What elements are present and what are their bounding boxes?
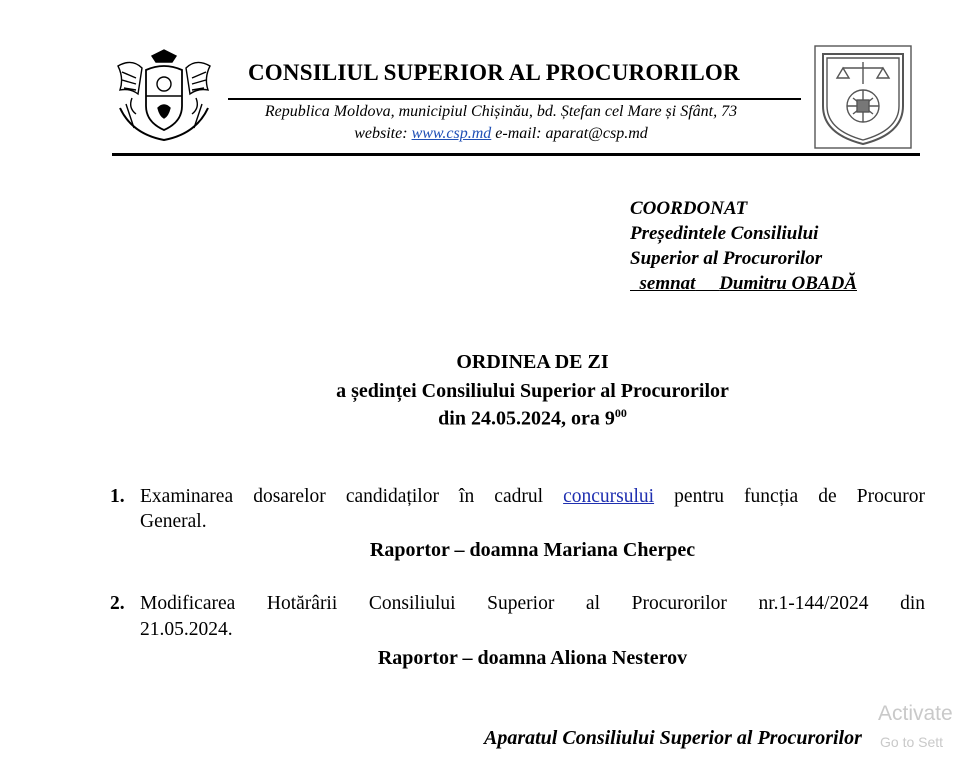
agenda-item-2-text: Modificarea Hotărârii Consiliului Superior al Procurorilor nr.1-144/2024 din	[140, 593, 925, 614]
item-text-tail: pentru funcția de Procuror	[654, 486, 925, 507]
approval-title-line1: Președintele Consiliului	[630, 223, 819, 244]
website-label: website:	[354, 125, 408, 142]
approval-signature-line	[630, 273, 857, 295]
organization-title: CONSILIUL SUPERIOR AL PROCURORILOR	[248, 60, 740, 85]
agenda-title: ORDINEA DE ZI	[456, 351, 609, 373]
activation-watermark: Activate	[878, 702, 953, 725]
agenda-item-2-rapporteur: Raportor – doamna Aliona Nesterov	[377, 647, 688, 669]
agenda-subtitle: a ședinței Consiliului Superior al Procurorilor	[336, 380, 729, 402]
agenda-item-1-continuation: General.	[140, 511, 207, 532]
contact-line	[230, 125, 772, 143]
agenda-time-superscript: 00	[614, 406, 627, 420]
header-divider	[112, 153, 920, 156]
contest-link[interactable]: concursului	[563, 486, 655, 507]
email-address: aparat@csp.md	[545, 125, 648, 142]
organization-address: Republica Moldova, municipiul Chișinău, bd. Ștefan cel Mare și Sfânt, 73	[264, 103, 738, 120]
item-number: 1.	[110, 486, 125, 507]
moldova-coat-of-arms-icon	[112, 48, 216, 144]
agenda-date	[140, 406, 925, 431]
title-divider	[228, 98, 801, 100]
signed-label: semnat	[639, 273, 696, 294]
agenda-item-1-text	[140, 486, 925, 508]
csp-emblem-icon	[813, 44, 913, 150]
approval-title-line2: Superior al Procurorilor	[630, 248, 823, 269]
agenda-date-text: din 24.05.2024, ora 9	[438, 407, 615, 430]
approval-label: COORDONAT	[630, 198, 748, 219]
item-number: 2.	[110, 593, 125, 614]
footer-signature: Aparatul Consiliului Superior al Procurorilor	[484, 727, 862, 749]
email-label: e-mail:	[495, 125, 542, 142]
item-text: Examinarea dosarelor candidaților în cadrul	[140, 486, 564, 507]
activation-watermark-subtext: Go to Sett	[880, 734, 944, 750]
website-link[interactable]: www.csp.md	[411, 125, 492, 142]
agenda-item-1-rapporteur: Raportor – doamna Mariana Cherpec	[369, 539, 696, 561]
agenda-item-2-continuation: 21.05.2024.	[140, 619, 233, 640]
approver-name: Dumitru OBADĂ	[719, 273, 857, 294]
